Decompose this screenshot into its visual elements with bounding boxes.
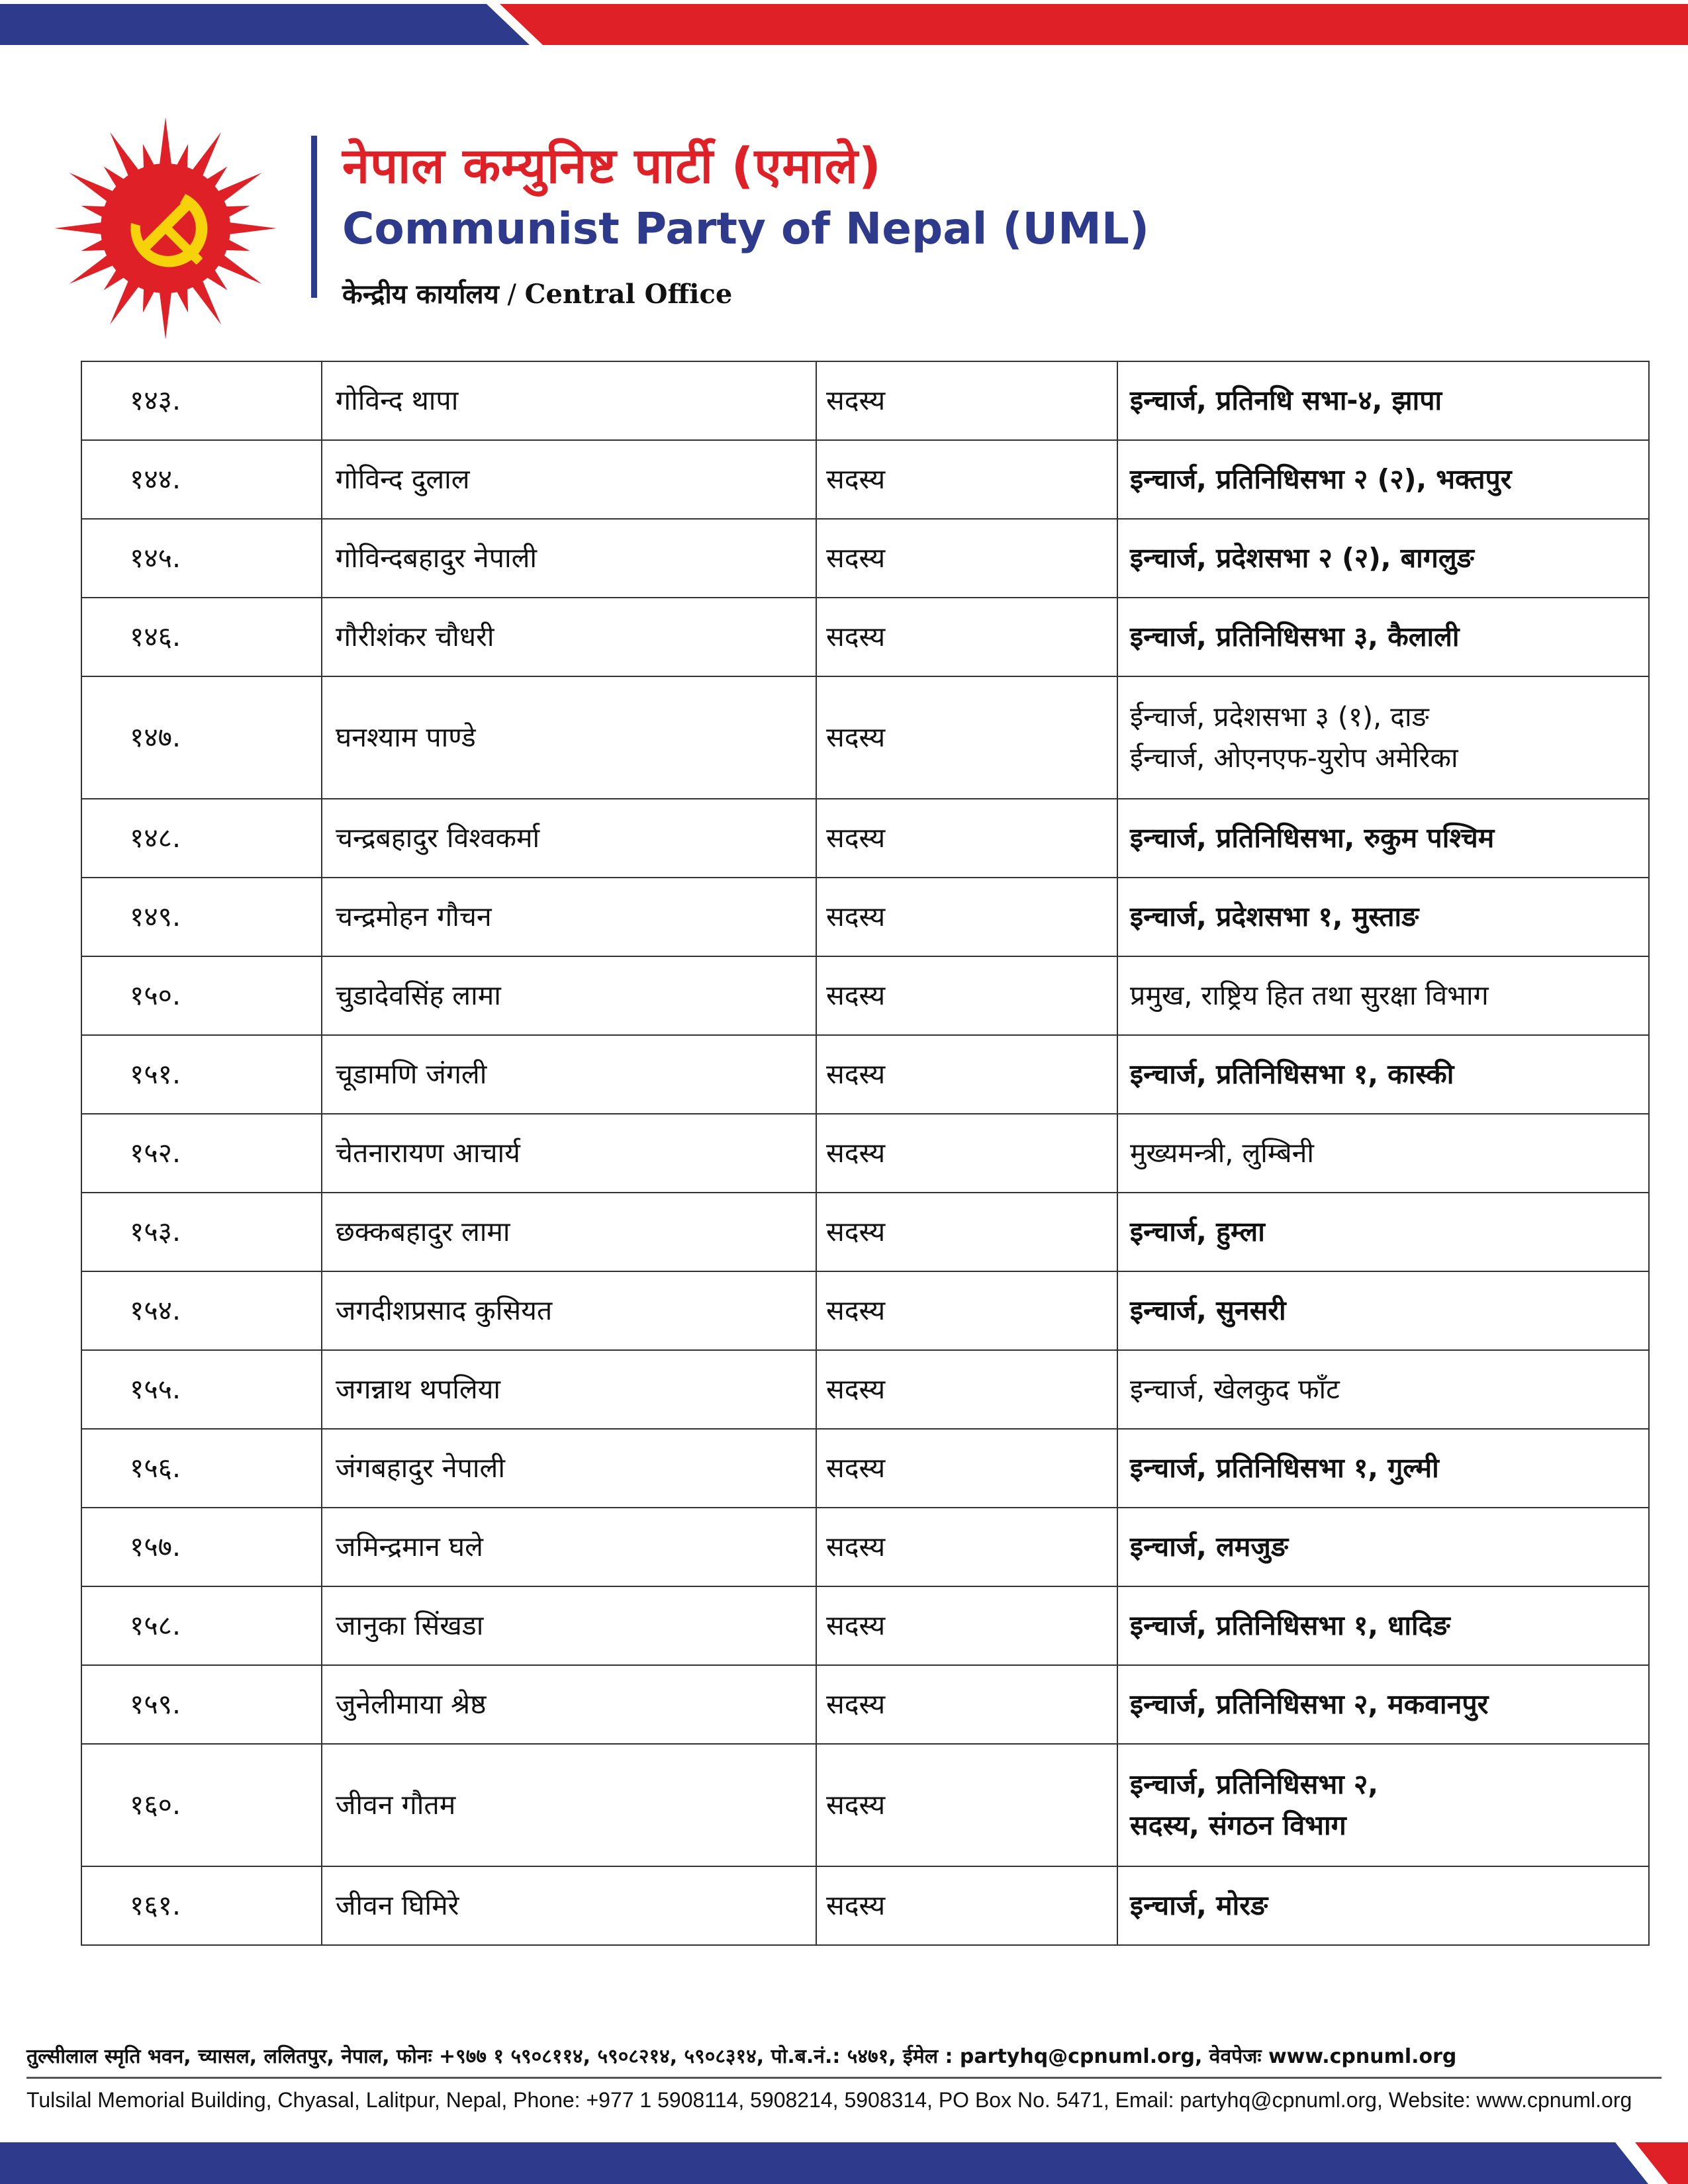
member-number: १४३.: [81, 361, 322, 440]
responsibility-line: इन्चार्ज, प्रतिनिधिसभा २,: [1130, 1768, 1378, 1800]
responsibility-line: इन्चार्ज, प्रतिनिधिसभा २ (२), भक्तपुर: [1130, 463, 1512, 495]
table-row: [81, 799, 1649, 878]
sun-hammer-sickle-emblem-icon: [43, 116, 288, 341]
member-number: १५२.: [81, 1114, 322, 1193]
member-post: सदस्य: [816, 1508, 1117, 1586]
member-number: १४९.: [81, 878, 322, 956]
member-number: १५७.: [81, 1508, 322, 1586]
responsibility-line: ईन्चार्ज, प्रदेशसभा ३ (१), दाङ: [1130, 701, 1429, 733]
member-name: घनश्याम पाण्डे: [322, 676, 816, 799]
letterhead: [36, 116, 1652, 341]
office-label-english: Central Office: [524, 279, 733, 310]
member-number: १५६.: [81, 1429, 322, 1508]
responsibility-line: इन्चार्ज, प्रतिनिधिसभा, रुकुम पश्चिम: [1130, 821, 1495, 854]
member-responsibility: [1117, 676, 1649, 799]
responsibility-line: इन्चार्ज, सुनसरी: [1130, 1294, 1286, 1326]
footer: [26, 2042, 1662, 2113]
responsibility-line: इन्चार्ज, हुम्ला: [1130, 1215, 1265, 1248]
member-name: जुनेलीमाया श्रेष्ठ: [322, 1665, 816, 1744]
table-row: [81, 1508, 1649, 1586]
member-name: जानुका सिंखडा: [322, 1586, 816, 1665]
member-name: चन्द्रमोहन गौचन: [322, 878, 816, 956]
member-name: जीवन घिमिरे: [322, 1866, 816, 1945]
table-row: [81, 676, 1649, 799]
responsibility-line: प्रमुख, राष्ट्रिय हित तथा सुरक्षा विभाग: [1130, 979, 1489, 1011]
members-table: [81, 361, 1650, 1946]
member-responsibility: [1117, 598, 1649, 676]
member-name: जीवन गौतम: [322, 1744, 816, 1866]
member-name: जंगबहादुर नेपाली: [322, 1429, 816, 1508]
bottom-color-band: [0, 2142, 1688, 2184]
member-number: १६०.: [81, 1744, 322, 1866]
emblem-ray: [54, 222, 107, 235]
top-color-band: [0, 4, 1688, 45]
member-number: १५८.: [81, 1586, 322, 1665]
member-responsibility: [1117, 1350, 1649, 1429]
member-name: छक्कबहादुर लामा: [322, 1193, 816, 1271]
member-responsibility: [1117, 519, 1649, 598]
member-responsibility: [1117, 1429, 1649, 1508]
table-row: [81, 1035, 1649, 1114]
member-responsibility: [1117, 1114, 1649, 1193]
member-responsibility: [1117, 440, 1649, 519]
table-row: [81, 440, 1649, 519]
table-row: [81, 878, 1649, 956]
member-responsibility: [1117, 799, 1649, 878]
member-number: १४६.: [81, 598, 322, 676]
table-row: [81, 1271, 1649, 1350]
member-post: सदस्य: [816, 1665, 1117, 1744]
party-name-nepali: नेपाल कम्युनिष्ट पार्टी (एमाले): [342, 138, 882, 195]
member-post: सदस्य: [816, 1586, 1117, 1665]
member-name: गोविन्दबहादुर नेपाली: [322, 519, 816, 598]
member-responsibility: [1117, 878, 1649, 956]
table-row: [81, 1866, 1649, 1945]
table-row: [81, 1350, 1649, 1429]
responsibility-line: सदस्य, संगठन विभाग: [1130, 1809, 1346, 1841]
table-row: [81, 361, 1649, 440]
member-name: जमिन्द्रमान घले: [322, 1508, 816, 1586]
member-post: सदस्य: [816, 676, 1117, 799]
member-number: १५५.: [81, 1350, 322, 1429]
member-post: सदस्य: [816, 361, 1117, 440]
member-responsibility: [1117, 361, 1649, 440]
responsibility-line: इन्चार्ज, लमजुङ: [1130, 1530, 1288, 1563]
member-post: सदस्य: [816, 1114, 1117, 1193]
office-label-separator: /: [498, 279, 525, 310]
footer-address-english: Tulsilal Memorial Building, Chyasal, Lalitpur, Nepal, Phone: +977 1 5908114, 5908214, 5908314, PO Box No. 5471, Email: partyhq@cpnuml.org, Website: www.cpnuml.org: [26, 2088, 1632, 2112]
responsibility-line: इन्चार्ज, प्रतिनधि सभा-४, झापा: [1130, 384, 1442, 416]
member-name: गोविन्द थापा: [322, 361, 816, 440]
table-row: [81, 1429, 1649, 1508]
member-responsibility: [1117, 1665, 1649, 1744]
responsibility-line: इन्चार्ज, मोरङ: [1130, 1889, 1268, 1921]
member-number: १५०.: [81, 956, 322, 1035]
member-post: सदस्य: [816, 799, 1117, 878]
member-number: १५३.: [81, 1193, 322, 1271]
member-number: १५४.: [81, 1271, 322, 1350]
responsibility-line: इन्चार्ज, प्रतिनिधिसभा १, धादिङ: [1130, 1609, 1450, 1641]
member-name: चेतनारायण आचार्य: [322, 1114, 816, 1193]
member-post: सदस्य: [816, 1429, 1117, 1508]
member-number: १४४.: [81, 440, 322, 519]
bottom-band-graphic: [0, 2142, 1688, 2184]
member-post: सदस्य: [816, 1350, 1117, 1429]
member-name: चुडादेवसिंह लामा: [322, 956, 816, 1035]
member-post: सदस्य: [816, 1744, 1117, 1866]
members-table-body: [81, 361, 1649, 1945]
member-responsibility: [1117, 956, 1649, 1035]
member-number: १५९.: [81, 1665, 322, 1744]
footer-address-nepali: तुल्सीलाल स्मृति भवन, च्यासल, ललितपुर, नेपाल, फोनः +९७७ १ ५९०८११४, ५९०८२१४, ५९०८३१४, पो.ब.नं.: ५४७१, ईमेल : partyhq@cpnuml.org, वेवपेजः www.cpnuml.org: [26, 2045, 1457, 2068]
table-row: [81, 1114, 1649, 1193]
member-responsibility: [1117, 1271, 1649, 1350]
member-post: सदस्य: [816, 1193, 1117, 1271]
member-responsibility: [1117, 1193, 1649, 1271]
responsibility-line: इन्चार्ज, प्रदेशसभा २ (२), बागलुङ: [1130, 541, 1474, 574]
member-name: गोविन्द दुलाल: [322, 440, 816, 519]
member-responsibility: [1117, 1508, 1649, 1586]
emblem-ray: [159, 117, 172, 169]
table-row: [81, 1744, 1649, 1866]
member-number: १५१.: [81, 1035, 322, 1114]
emblem-ray: [159, 287, 172, 340]
table-row: [81, 956, 1649, 1035]
member-post: सदस्य: [816, 956, 1117, 1035]
member-name: गौरीशंकर चौधरी: [322, 598, 816, 676]
responsibility-line: इन्चार्ज, प्रतिनिधिसभा १, कास्की: [1130, 1058, 1454, 1090]
table-row: [81, 598, 1649, 676]
member-name: चूडामणि जंगली: [322, 1035, 816, 1114]
member-post: सदस्य: [816, 1035, 1117, 1114]
party-name-english: Communist Party of Nepal (UML): [342, 203, 1150, 254]
member-post: सदस्य: [816, 440, 1117, 519]
responsibility-line: मुख्यमन्त्री, लुम्बिनी: [1130, 1136, 1314, 1169]
responsibility-line: इन्चार्ज, प्रतिनिधिसभा ३, कैलाली: [1130, 620, 1460, 653]
member-post: सदस्य: [816, 598, 1117, 676]
member-post: सदस्य: [816, 1866, 1117, 1945]
responsibility-line: इन्चार्ज, खेलकुद फाँट: [1130, 1373, 1340, 1405]
member-responsibility: [1117, 1866, 1649, 1945]
member-responsibility: [1117, 1744, 1649, 1866]
emblem-ray: [224, 222, 277, 235]
top-band-graphic: [0, 4, 1688, 45]
member-name: चन्द्रबहादुर विश्वकर्मा: [322, 799, 816, 878]
member-name: जगदीशप्रसाद कुसियत: [322, 1271, 816, 1350]
office-label-nepali: केन्द्रीय कार्यालय: [342, 279, 499, 310]
member-number: १४५.: [81, 519, 322, 598]
letterhead-divider: [311, 136, 317, 298]
table-row: [81, 1586, 1649, 1665]
table-row: [81, 1665, 1649, 1744]
member-number: १४७.: [81, 676, 322, 799]
responsibility-line: इन्चार्ज, प्रतिनिधिसभा १, गुल्मी: [1130, 1451, 1439, 1484]
table-row: [81, 519, 1649, 598]
member-responsibility: [1117, 1035, 1649, 1114]
member-responsibility: [1117, 1586, 1649, 1665]
member-post: सदस्य: [816, 878, 1117, 956]
member-post: सदस्य: [816, 1271, 1117, 1350]
responsibility-line: इन्चार्ज, प्रदेशसभा १, मुस्ताङ: [1130, 900, 1419, 933]
responsibility-line: ईन्चार्ज, ओएनएफ-युरोप अमेरिका: [1130, 741, 1458, 774]
footer-divider: [26, 2077, 1662, 2079]
table-row: [81, 1193, 1649, 1271]
member-number: १६१.: [81, 1866, 322, 1945]
member-name: जगन्नाथ थपलिया: [322, 1350, 816, 1429]
member-post: सदस्य: [816, 519, 1117, 598]
office-label: [342, 275, 732, 311]
member-number: १४८.: [81, 799, 322, 878]
responsibility-line: इन्चार्ज, प्रतिनिधिसभा २, मकवानपुर: [1130, 1688, 1489, 1720]
